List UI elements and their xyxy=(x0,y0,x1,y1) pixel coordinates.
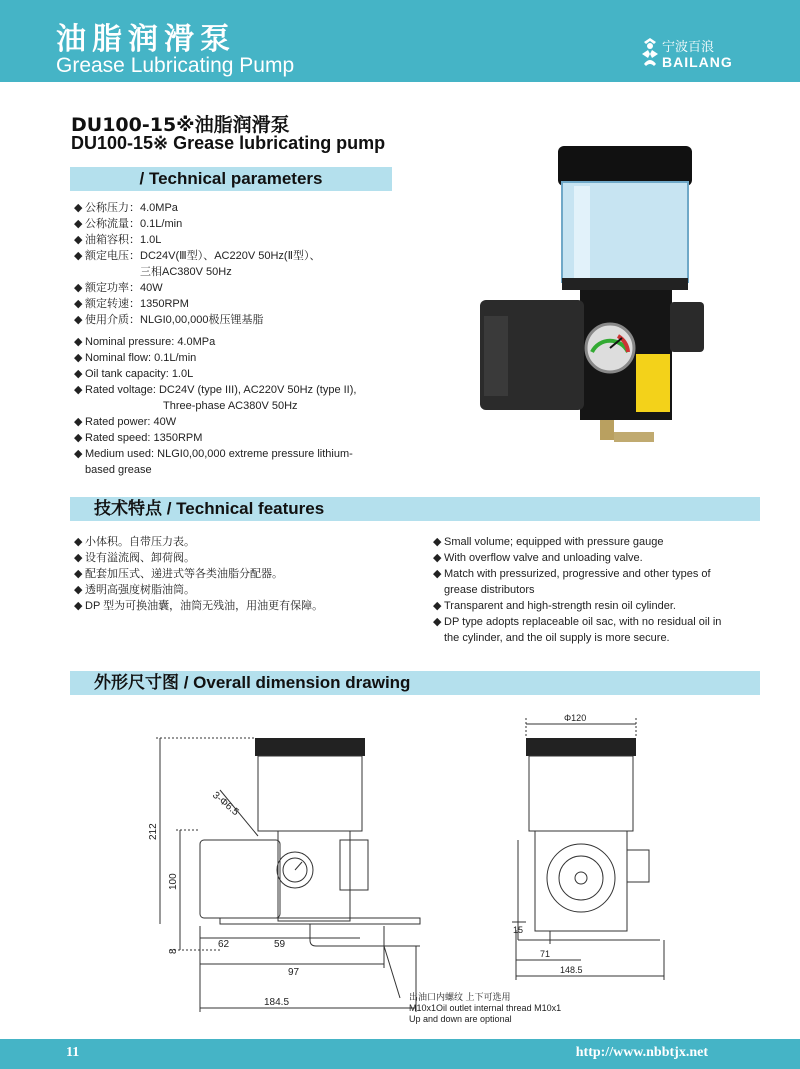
list-item: ◆ 公称流量：0.1L/min xyxy=(74,218,183,230)
list-item: ◆ Oil tank capacity: 1.0L xyxy=(74,368,194,380)
list-item: ◆ 额定转速：1350RPM xyxy=(74,298,189,310)
website-link[interactable]: http://www.nbbtjx.net xyxy=(575,1045,708,1060)
list-item: ◆ Nominal pressure: 4.0MPa xyxy=(74,336,216,348)
section-technical-parameters: / Technical parameters xyxy=(70,167,392,191)
outlet-note-en-2: Up and down are optional xyxy=(409,1014,512,1024)
pump-product-image xyxy=(470,140,720,460)
dimension-drawing xyxy=(130,700,780,1040)
features-cn-list xyxy=(74,534,323,614)
section-technical-features: 技术特点 / Technical features xyxy=(70,497,760,521)
list-item: ◆ DP 型为可换油囊，油筒无残油，用油更有保障。 xyxy=(74,600,324,612)
list-item: ◆ Rated speed: 1350RPM xyxy=(74,432,203,444)
list-item: ◆ Match with pressurized, progressive and other types of xyxy=(433,568,711,580)
dim-label: 184.5 xyxy=(264,997,290,1008)
section-dimension-drawing: 外形尺寸图 / Overall dimension drawing xyxy=(70,671,760,695)
params-en-list xyxy=(74,334,356,478)
product-title-cn: DU100-15※油脂润滑泵 xyxy=(71,114,290,136)
list-item-continuation: based grease xyxy=(85,464,152,476)
list-item: ◆ 油箱容积：1.0L xyxy=(74,234,162,246)
list-item: ◆ 使用介质：NLGI0,00,000极压锂基脂 xyxy=(74,314,264,326)
dim-label: 8 xyxy=(168,948,179,954)
list-item: ◆ 小体积。自带压力表。 xyxy=(74,536,195,548)
header-title-cn: 油脂润滑泵 xyxy=(56,22,236,57)
list-item: ◆ 透明高强度树脂油筒。 xyxy=(74,584,195,596)
dim-label: 59 xyxy=(274,939,286,950)
list-item-continuation: Three-phase AC380V 50Hz xyxy=(163,400,298,412)
list-item-continuation: the cylinder, and the oil supply is more secure. xyxy=(444,632,670,644)
list-item: ◆ 额定功率：40W xyxy=(74,282,163,294)
list-item: ◆ Transparent and high-strength resin oil cylinder. xyxy=(433,600,676,612)
outlet-note-en: M10x1Oil outlet internal thread M10x1 xyxy=(409,1003,562,1013)
dim-label: 62 xyxy=(218,939,230,950)
dim-label: 3-Φ6.5 xyxy=(210,789,241,819)
dim-label: 100 xyxy=(168,873,179,890)
list-item: ◆ 配套加压式、递进式等各类油脂分配器。 xyxy=(74,568,283,580)
features-en-list xyxy=(433,534,721,646)
list-item: ◆ With overflow valve and unloading valve. xyxy=(433,552,643,564)
list-item: ◆ Nominal flow: 0.1L/min xyxy=(74,352,197,364)
list-item: ◆ 公称压力：4.0MPa xyxy=(74,202,178,214)
list-item: ◆ DP type adopts replaceable oil sac, with no residual oil in xyxy=(433,616,722,628)
page-number: 11 xyxy=(66,1045,80,1060)
list-item-continuation: grease distributors xyxy=(444,584,535,596)
list-item: ◆ 设有溢流阀、卸荷阀。 xyxy=(74,552,195,564)
list-item-continuation: 三相AC380V 50Hz xyxy=(140,266,232,278)
product-title-en: DU100-15※ Grease lubricating pump xyxy=(71,133,386,153)
outlet-note-cn: 出油口内螺纹 上下可选用 xyxy=(409,992,511,1002)
logo-text-en: BAILANG xyxy=(662,54,733,70)
params-cn-list xyxy=(74,200,321,328)
list-item: ◆ Small volume; equipped with pressure gauge xyxy=(433,536,664,548)
dim-label: 212 xyxy=(148,823,159,840)
dim-label: 15 xyxy=(513,925,524,935)
dim-label: 97 xyxy=(288,967,300,978)
dim-label: 148.5 xyxy=(560,965,583,975)
logo-text-cn: 宁波百浪 xyxy=(662,40,715,55)
dim-label: 71 xyxy=(540,949,551,959)
dim-label: Φ120 xyxy=(564,713,587,723)
list-item: ◆ Medium used: NLGI0,00,000 extreme pressure lithium- xyxy=(74,448,353,460)
list-item: ◆ 额定电压：DC24V(Ⅲ型）、AC220V 50Hz(Ⅱ型）、 xyxy=(74,250,321,262)
header-title-en: Grease Lubricating Pump xyxy=(56,54,295,77)
list-item: ◆ Rated power: 40W xyxy=(74,416,177,428)
list-item: ◆ Rated voltage: DC24V (type III), AC220V 50Hz (type II), xyxy=(74,384,357,396)
